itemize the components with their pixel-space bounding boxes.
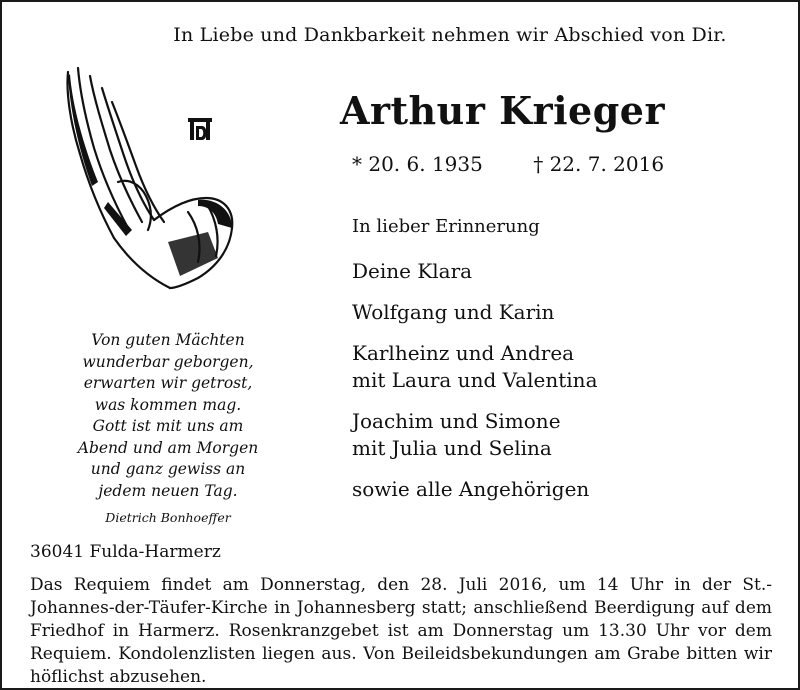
mourner-group [352, 476, 598, 503]
headline: In Liebe und Dankbarkeit nehmen wir Abschied von Dir. [173, 24, 727, 46]
mourner-line: mit Laura und Valentina [352, 368, 598, 392]
praying-hands-icon [48, 62, 278, 294]
poem-line: wunderbar geborgen, [82, 352, 254, 371]
address: 36041 Fulda-Harmerz [30, 542, 221, 562]
mourner-line: mit Julia und Selina [352, 436, 552, 460]
mourner-group [352, 258, 598, 285]
poem-line: jedem neuen Tag. [98, 481, 238, 500]
mourner-group [352, 340, 598, 394]
poem-line: Von guten Mächten [91, 331, 245, 349]
poem-line: Gott ist mit uns am [92, 417, 244, 435]
poem-line: Abend und am Morgen [77, 438, 259, 457]
mourner-line: Karlheinz und Andrea [352, 341, 575, 365]
birth-date: * 20. 6. 1935 [352, 152, 483, 176]
poem-line: was kommen mag. [94, 395, 242, 414]
mourner-line: Joachim und Simone [352, 409, 561, 433]
mourner-line: Deine Klara [352, 259, 473, 283]
memory-line: In lieber Erinnerung [352, 216, 540, 237]
death-date: † 22. 7. 2016 [533, 152, 665, 176]
life-dates [352, 152, 664, 176]
mourners-list [352, 258, 598, 517]
mourner-group [352, 408, 598, 462]
durer-monogram-icon [188, 118, 212, 140]
funeral-notice-text: Das Requiem findet am Donnerstag, den 28. Juli 2016, um 14 Uhr in der St.-Johannes-der-Täufer-Kirche in Johannesberg statt; anschließend Beerdigung auf dem Friedhof in Harmerz. Rosenkranzgebet ist am Donnerstag um 13.30 Uhr vor dem Requiem. Kondolenzlisten liegen aus. Von Beileidsbekundungen am Grabe bitten wir höflichst abzusehen. [30, 575, 772, 687]
poem-author: Dietrich Bonhoeffer [105, 510, 231, 525]
poem-line: und ganz gewiss an [90, 460, 246, 478]
mourner-group [352, 299, 598, 326]
mourner-line: Wolfgang und Karin [352, 300, 555, 324]
mourner-line: sowie alle Angehörigen [352, 477, 590, 501]
poem [30, 330, 306, 502]
deceased-name: Arthur Krieger [340, 88, 665, 133]
poem-line: erwarten wir getrost, [83, 374, 253, 392]
